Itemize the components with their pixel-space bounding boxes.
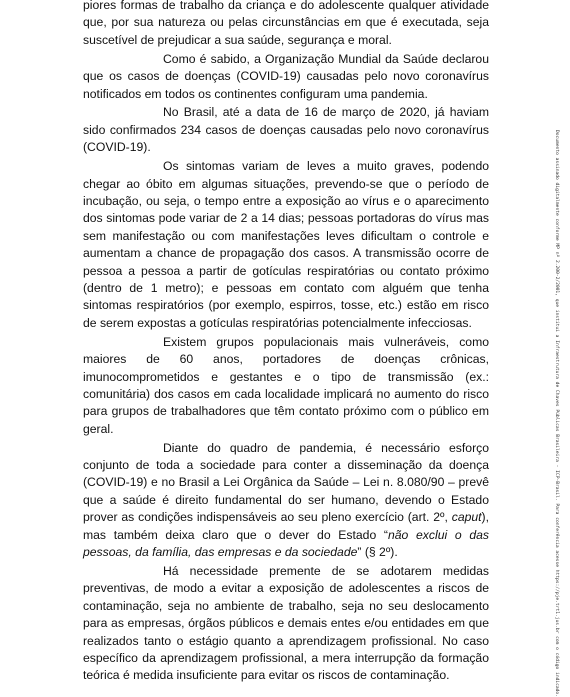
paragraph (83, 563, 489, 685)
paragraph (83, 104, 489, 156)
paragraph-text: Os sintomas variam de leves a muito graves, podendo chegar ao óbito em algumas situações, prevendo-se que o período de incubação, ou seja, o tempo entre a exposição ao vírus e o aparecimento dos sintomas pode variar de 2 a 14 dias; pessoas portadoras do vírus mas sem manifestação ou com manifestações leves dificultam o controle e aumentam a chance de propagação dos casos. A transmissão ocorre de pessoa a pessoa a partir de gotículas respiratórias ou contato próximo (dentro de 1 metro); e pessoas em contato com alguém que tenha sintomas respiratórios (por exemplo, espirros, tosse, etc.) estão em risco de serem expostas a gotículas respiratórias potencialmente infecciosas. (83, 159, 489, 330)
side-stamp-text: Documento assinado digitalmente conforme MP nº 2.200-2/2001, que institui a Infraestrutura de Chaves Públicas Brasileira - ICP-Brasil. Para conferência acesse https://pje.trt1.jus.br com o código indicado. (554, 130, 559, 697)
italic-text: não exclui o das pessoas, da família, das empresas e da sociedade (83, 527, 489, 560)
paragraph-text: ), mas também deixa claro que o dever do Estado “ (83, 510, 489, 542)
paragraph-text: Como é sabido, a Organização Mundial da Saúde declarou que os casos de doenças (COVID-19) causadas pelo novo coronavírus notificados em todos os continentes configuram uma pandemia. (83, 51, 489, 101)
paragraph-text: No Brasil, até a data de 16 de março de 2020, já haviam sido confirmados 234 casos de doenças causadas pelo novo coronavírus (COVID-19). (83, 105, 489, 155)
paragraph-text: ” (§ 2º). (357, 545, 398, 560)
paragraph-text: piores formas de trabalho da criança e do adolescente qualquer atividade que, por sua natureza ou pelas circunstâncias em que é executada, seja suscetível de prejudicar a sua saúde, segurança e moral. (83, 0, 489, 47)
paragraph-text: Diante do quadro de pandemia, é necessário esforço conjunto de toda a sociedade para conter a disseminação da doença (COVID-19) e no Brasil a Lei Orgânica da Saúde – Lei n. 8.080/90 – prevê que a saúde é direito fundamental do ser humano, devendo o Estado prover as condições indispensáveis ao seu pleno exercício (art. 2º, (83, 440, 489, 525)
paragraph (83, 334, 489, 438)
paragraph (83, 51, 489, 103)
side-stamp (535, 130, 559, 697)
paragraph (83, 440, 489, 562)
italic-text: caput (451, 510, 482, 525)
paragraph-text: Há necessidade premente de se adotarem medidas preventivas, de modo a evitar a exposição de adolescentes a riscos de contaminação, seja no ambiente de trabalho, seja no seu deslocamento para as empresas, órgãos públicos e demais entes e/ou entidades em que realizados tanto o estágio quanto a aprendizagem profissional. No caso específico da aprendizagem profissional, a mera interrupção da formação teórica é medida insuficiente para evitar os riscos de contaminação. (83, 564, 489, 683)
paragraph (83, 158, 489, 332)
paragraph (83, 0, 489, 49)
paragraph-text: Existem grupos populacionais mais vulneráveis, como maiores de 60 anos, portadores de doenças crônicas, imunocomprometidos e gestantes e o tipo de transmissão (ex.: comunitária) dos casos em cada localidade implicará no aumento do risco para grupos de trabalhadores que têm contato próximo com o público em geral. (83, 334, 489, 436)
document-body (83, 0, 489, 686)
